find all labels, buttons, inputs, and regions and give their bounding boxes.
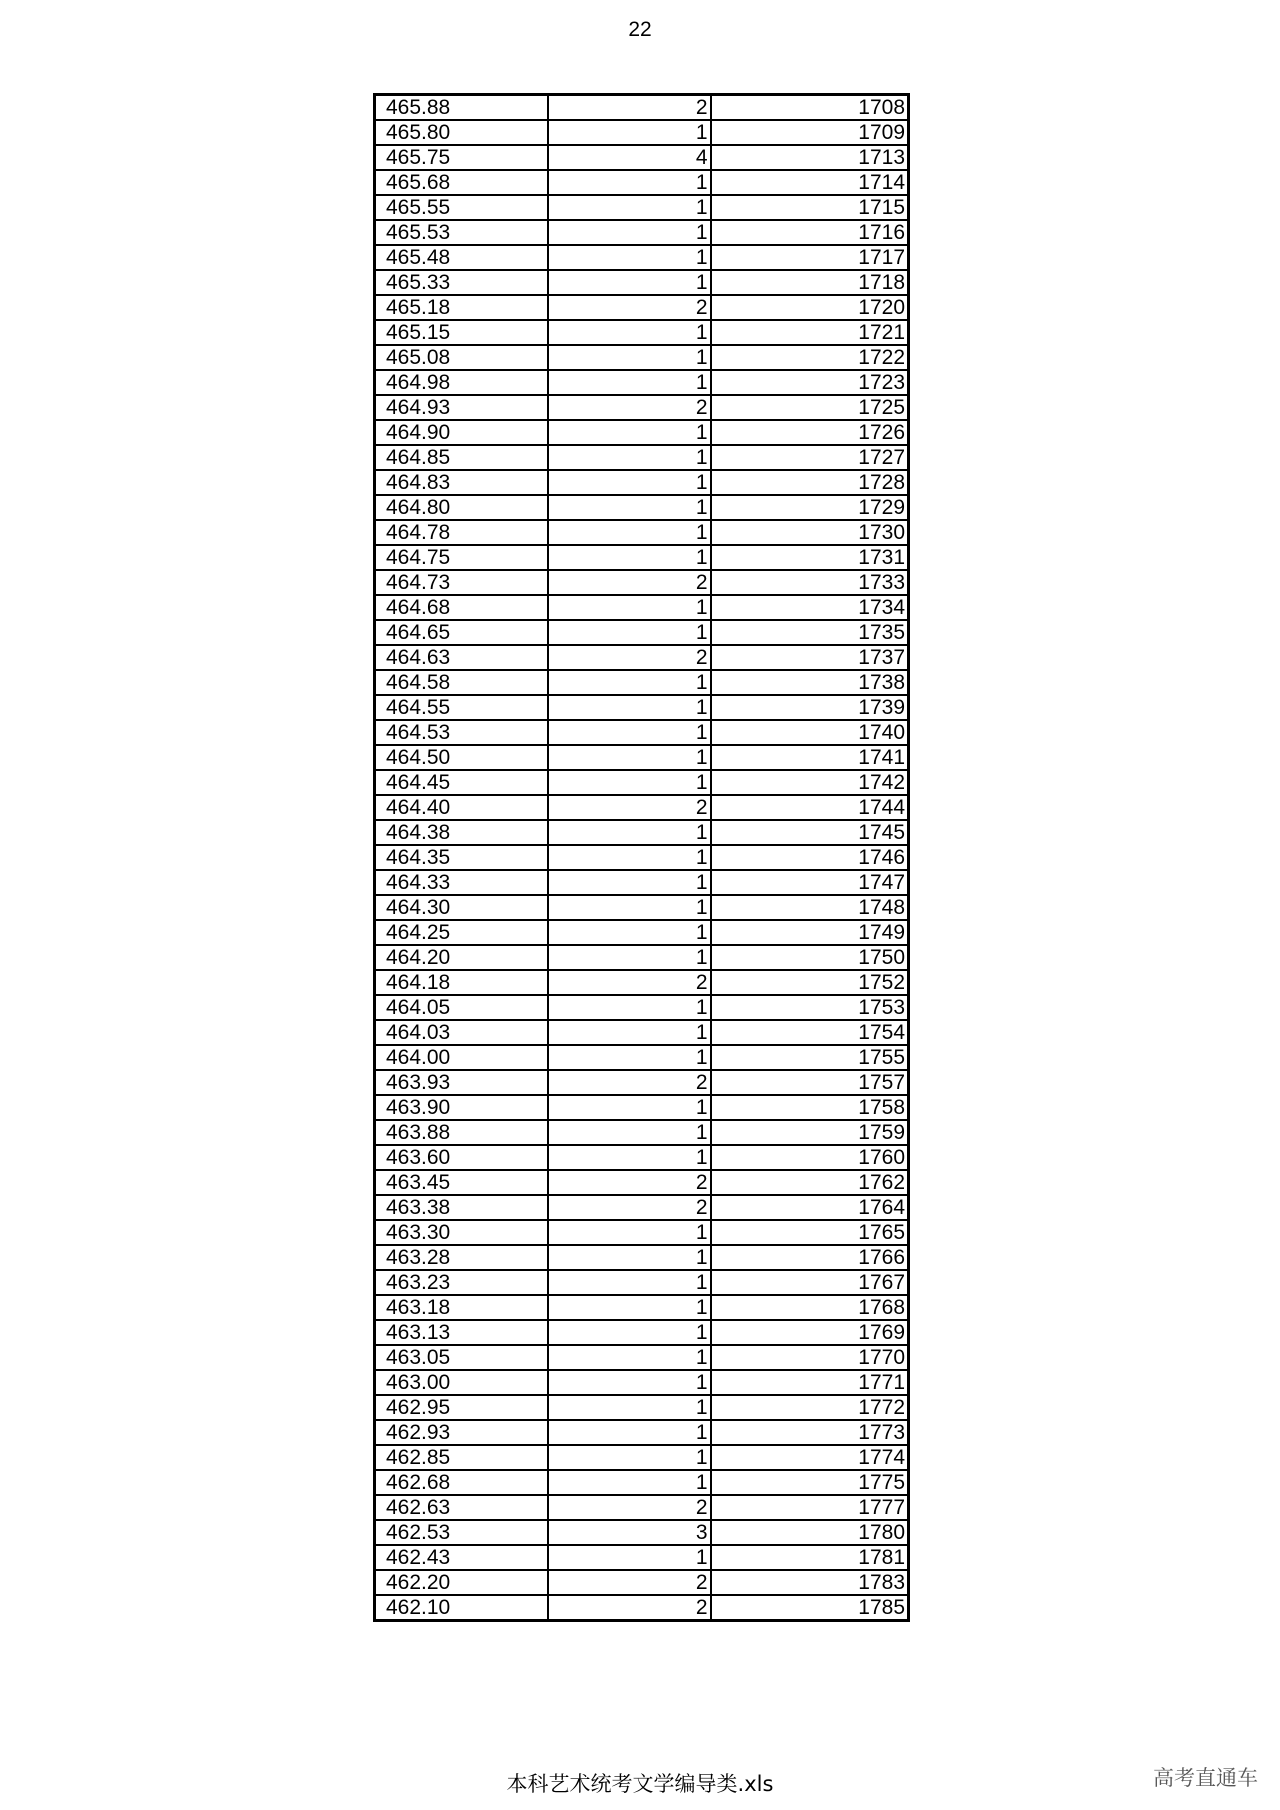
score-cell: 464.05: [375, 995, 548, 1020]
cumulative-count-cell: 1771: [711, 1370, 909, 1395]
score-cell: 464.83: [375, 470, 548, 495]
score-cell: 464.50: [375, 745, 548, 770]
cumulative-count-cell: 1741: [711, 745, 909, 770]
score-cell: 465.53: [375, 220, 548, 245]
table-row: [375, 295, 909, 320]
table-row: [375, 695, 909, 720]
cumulative-count-cell: 1754: [711, 1020, 909, 1045]
cumulative-count-cell: 1737: [711, 645, 909, 670]
score-cell: 465.88: [375, 95, 548, 121]
score-cell: 463.28: [375, 1245, 548, 1270]
watermark: 高考直通车: [1153, 1766, 1258, 1790]
count-cell: 1: [548, 370, 711, 395]
cumulative-count-cell: 1760: [711, 1145, 909, 1170]
score-cell: 463.23: [375, 1270, 548, 1295]
score-cell: 464.75: [375, 545, 548, 570]
cumulative-count-cell: 1715: [711, 195, 909, 220]
count-cell: 2: [548, 1570, 711, 1595]
table-row: [375, 595, 909, 620]
table-row: [375, 1045, 909, 1070]
table-row: [375, 345, 909, 370]
score-cell: 463.00: [375, 1370, 548, 1395]
table-row: [375, 820, 909, 845]
score-cell: 462.63: [375, 1495, 548, 1520]
cumulative-count-cell: 1755: [711, 1045, 909, 1070]
cumulative-count-cell: 1718: [711, 270, 909, 295]
count-cell: 1: [548, 720, 711, 745]
cumulative-count-cell: 1734: [711, 595, 909, 620]
count-cell: 4: [548, 145, 711, 170]
table-row: [375, 1270, 909, 1295]
count-cell: 2: [548, 1595, 711, 1621]
cumulative-count-cell: 1733: [711, 570, 909, 595]
table-row: [375, 1120, 909, 1145]
table-body: [375, 95, 909, 1621]
score-cell: 464.20: [375, 945, 548, 970]
table-row: [375, 845, 909, 870]
table-row: [375, 545, 909, 570]
count-cell: 2: [548, 295, 711, 320]
cumulative-count-cell: 1764: [711, 1195, 909, 1220]
count-cell: 1: [548, 1345, 711, 1370]
table-row: [375, 370, 909, 395]
score-cell: 462.95: [375, 1395, 548, 1420]
table-row: [375, 1570, 909, 1595]
count-cell: 2: [548, 1195, 711, 1220]
table-row: [375, 870, 909, 895]
count-cell: 1: [548, 470, 711, 495]
table-row: [375, 995, 909, 1020]
table-row: [375, 270, 909, 295]
cumulative-count-cell: 1727: [711, 445, 909, 470]
count-cell: 1: [548, 220, 711, 245]
table-row: [375, 95, 909, 121]
score-cell: 464.40: [375, 795, 548, 820]
table-row: [375, 170, 909, 195]
cumulative-count-cell: 1773: [711, 1420, 909, 1445]
table-row: [375, 1420, 909, 1445]
score-cell: 465.18: [375, 295, 548, 320]
cumulative-count-cell: 1774: [711, 1445, 909, 1470]
score-cell: 464.93: [375, 395, 548, 420]
count-cell: 2: [548, 570, 711, 595]
count-cell: 3: [548, 1520, 711, 1545]
count-cell: 1: [548, 620, 711, 645]
count-cell: 1: [548, 1145, 711, 1170]
table-row: [375, 920, 909, 945]
table-row: [375, 1020, 909, 1045]
score-cell: 464.78: [375, 520, 548, 545]
cumulative-count-cell: 1752: [711, 970, 909, 995]
cumulative-count-cell: 1780: [711, 1520, 909, 1545]
score-cell: 463.38: [375, 1195, 548, 1220]
table-row: [375, 1495, 909, 1520]
table-row: [375, 1545, 909, 1570]
cumulative-count-cell: 1723: [711, 370, 909, 395]
cumulative-count-cell: 1708: [711, 95, 909, 121]
count-cell: 1: [548, 1420, 711, 1445]
score-table: [373, 93, 910, 1622]
score-cell: 462.20: [375, 1570, 548, 1595]
score-cell: 463.88: [375, 1120, 548, 1145]
count-cell: 1: [548, 920, 711, 945]
score-cell: 463.45: [375, 1170, 548, 1195]
table-row: [375, 1445, 909, 1470]
count-cell: 1: [548, 670, 711, 695]
cumulative-count-cell: 1744: [711, 795, 909, 820]
score-cell: 463.30: [375, 1220, 548, 1245]
score-cell: 464.53: [375, 720, 548, 745]
count-cell: 1: [548, 595, 711, 620]
count-cell: 1: [548, 1370, 711, 1395]
cumulative-count-cell: 1767: [711, 1270, 909, 1295]
count-cell: 1: [548, 170, 711, 195]
count-cell: 1: [548, 895, 711, 920]
score-cell: 464.55: [375, 695, 548, 720]
count-cell: 2: [548, 1170, 711, 1195]
score-cell: 465.80: [375, 120, 548, 145]
table-row: [375, 745, 909, 770]
count-cell: 1: [548, 320, 711, 345]
score-cell: 464.30: [375, 895, 548, 920]
count-cell: 2: [548, 1070, 711, 1095]
cumulative-count-cell: 1783: [711, 1570, 909, 1595]
count-cell: 1: [548, 195, 711, 220]
count-cell: 1: [548, 745, 711, 770]
cumulative-count-cell: 1739: [711, 695, 909, 720]
table-row: [375, 245, 909, 270]
cumulative-count-cell: 1725: [711, 395, 909, 420]
score-cell: 464.90: [375, 420, 548, 445]
table-row: [375, 420, 909, 445]
count-cell: 1: [548, 1220, 711, 1245]
count-cell: 2: [548, 1495, 711, 1520]
score-cell: 464.00: [375, 1045, 548, 1070]
cumulative-count-cell: 1758: [711, 1095, 909, 1120]
score-cell: 464.98: [375, 370, 548, 395]
score-cell: 464.80: [375, 495, 548, 520]
score-cell: 465.08: [375, 345, 548, 370]
count-cell: 1: [548, 445, 711, 470]
cumulative-count-cell: 1726: [711, 420, 909, 445]
score-cell: 464.38: [375, 820, 548, 845]
cumulative-count-cell: 1728: [711, 470, 909, 495]
count-cell: 1: [548, 1470, 711, 1495]
count-cell: 1: [548, 1245, 711, 1270]
cumulative-count-cell: 1748: [711, 895, 909, 920]
cumulative-count-cell: 1781: [711, 1545, 909, 1570]
count-cell: 1: [548, 845, 711, 870]
count-cell: 1: [548, 995, 711, 1020]
table-row: [375, 1295, 909, 1320]
score-cell: 463.60: [375, 1145, 548, 1170]
table-row: [375, 1095, 909, 1120]
count-cell: 1: [548, 495, 711, 520]
cumulative-count-cell: 1747: [711, 870, 909, 895]
score-cell: 465.48: [375, 245, 548, 270]
table-row: [375, 1470, 909, 1495]
cumulative-count-cell: 1713: [711, 145, 909, 170]
table-row: [375, 970, 909, 995]
count-cell: 1: [548, 270, 711, 295]
cumulative-count-cell: 1777: [711, 1495, 909, 1520]
cumulative-count-cell: 1714: [711, 170, 909, 195]
cumulative-count-cell: 1759: [711, 1120, 909, 1145]
table-row: [375, 120, 909, 145]
score-cell: 463.18: [375, 1295, 548, 1320]
table-row: [375, 495, 909, 520]
score-cell: 462.93: [375, 1420, 548, 1445]
table-row: [375, 470, 909, 495]
score-cell: 465.15: [375, 320, 548, 345]
table-row: [375, 220, 909, 245]
count-cell: 1: [548, 1270, 711, 1295]
count-cell: 1: [548, 1120, 711, 1145]
count-cell: 2: [548, 95, 711, 121]
table-row: [375, 795, 909, 820]
score-cell: 465.75: [375, 145, 548, 170]
count-cell: 1: [548, 870, 711, 895]
cumulative-count-cell: 1746: [711, 845, 909, 870]
table-row: [375, 1345, 909, 1370]
table-row: [375, 1520, 909, 1545]
count-cell: 1: [548, 945, 711, 970]
table-row: [375, 445, 909, 470]
cumulative-count-cell: 1722: [711, 345, 909, 370]
count-cell: 1: [548, 1045, 711, 1070]
cumulative-count-cell: 1742: [711, 770, 909, 795]
score-cell: 462.85: [375, 1445, 548, 1470]
cumulative-count-cell: 1762: [711, 1170, 909, 1195]
table-row: [375, 570, 909, 595]
score-cell: 464.63: [375, 645, 548, 670]
cumulative-count-cell: 1772: [711, 1395, 909, 1420]
count-cell: 1: [548, 770, 711, 795]
score-cell: 463.05: [375, 1345, 548, 1370]
count-cell: 1: [548, 545, 711, 570]
count-cell: 1: [548, 1295, 711, 1320]
score-cell: 464.33: [375, 870, 548, 895]
count-cell: 1: [548, 245, 711, 270]
table-row: [375, 1395, 909, 1420]
count-cell: 1: [548, 1545, 711, 1570]
count-cell: 2: [548, 970, 711, 995]
table-row: [375, 1245, 909, 1270]
score-cell: 464.35: [375, 845, 548, 870]
count-cell: 2: [548, 395, 711, 420]
cumulative-count-cell: 1749: [711, 920, 909, 945]
cumulative-count-cell: 1735: [711, 620, 909, 645]
cumulative-count-cell: 1730: [711, 520, 909, 545]
cumulative-count-cell: 1750: [711, 945, 909, 970]
table-row: [375, 320, 909, 345]
score-cell: 464.68: [375, 595, 548, 620]
table-row: [375, 1370, 909, 1395]
cumulative-count-cell: 1709: [711, 120, 909, 145]
cumulative-count-cell: 1721: [711, 320, 909, 345]
cumulative-count-cell: 1769: [711, 1320, 909, 1345]
table-row: [375, 1195, 909, 1220]
cumulative-count-cell: 1731: [711, 545, 909, 570]
count-cell: 2: [548, 645, 711, 670]
cumulative-count-cell: 1768: [711, 1295, 909, 1320]
cumulative-count-cell: 1745: [711, 820, 909, 845]
table-row: [375, 645, 909, 670]
footer-filename: 本科艺术统考文学编导类.xls: [506, 1772, 774, 1796]
score-cell: 464.18: [375, 970, 548, 995]
table-row: [375, 945, 909, 970]
score-cell: 462.53: [375, 1520, 548, 1545]
cumulative-count-cell: 1766: [711, 1245, 909, 1270]
cumulative-count-cell: 1775: [711, 1470, 909, 1495]
count-cell: 1: [548, 1395, 711, 1420]
count-cell: 1: [548, 695, 711, 720]
count-cell: 2: [548, 795, 711, 820]
score-cell: 463.93: [375, 1070, 548, 1095]
cumulative-count-cell: 1716: [711, 220, 909, 245]
score-cell: 464.25: [375, 920, 548, 945]
score-cell: 462.43: [375, 1545, 548, 1570]
count-cell: 1: [548, 1320, 711, 1345]
score-cell: 464.58: [375, 670, 548, 695]
count-cell: 1: [548, 420, 711, 445]
count-cell: 1: [548, 520, 711, 545]
table-row: [375, 770, 909, 795]
table-row: [375, 395, 909, 420]
count-cell: 1: [548, 1020, 711, 1045]
table-row: [375, 1220, 909, 1245]
cumulative-count-cell: 1738: [711, 670, 909, 695]
score-cell: 465.55: [375, 195, 548, 220]
score-cell: 463.90: [375, 1095, 548, 1120]
table-row: [375, 1170, 909, 1195]
table-row: [375, 520, 909, 545]
table-row: [375, 1070, 909, 1095]
cumulative-count-cell: 1717: [711, 245, 909, 270]
table-row: [375, 895, 909, 920]
score-cell: 462.68: [375, 1470, 548, 1495]
table-row: [375, 720, 909, 745]
score-cell: 464.45: [375, 770, 548, 795]
table-row: [375, 670, 909, 695]
count-cell: 1: [548, 1445, 711, 1470]
count-cell: 1: [548, 1095, 711, 1120]
cumulative-count-cell: 1785: [711, 1595, 909, 1621]
table-row: [375, 145, 909, 170]
cumulative-count-cell: 1753: [711, 995, 909, 1020]
table-row: [375, 1320, 909, 1345]
count-cell: 1: [548, 820, 711, 845]
page-number: 22: [628, 18, 652, 41]
table-row: [375, 195, 909, 220]
table-row: [375, 1595, 909, 1621]
cumulative-count-cell: 1740: [711, 720, 909, 745]
score-cell: 464.03: [375, 1020, 548, 1045]
score-cell: 463.13: [375, 1320, 548, 1345]
table-row: [375, 620, 909, 645]
cumulative-count-cell: 1765: [711, 1220, 909, 1245]
cumulative-count-cell: 1757: [711, 1070, 909, 1095]
score-cell: 464.65: [375, 620, 548, 645]
cumulative-count-cell: 1770: [711, 1345, 909, 1370]
score-cell: 464.73: [375, 570, 548, 595]
count-cell: 1: [548, 120, 711, 145]
score-cell: 465.68: [375, 170, 548, 195]
cumulative-count-cell: 1720: [711, 295, 909, 320]
cumulative-count-cell: 1729: [711, 495, 909, 520]
table-row: [375, 1145, 909, 1170]
score-cell: 464.85: [375, 445, 548, 470]
count-cell: 1: [548, 345, 711, 370]
score-cell: 465.33: [375, 270, 548, 295]
score-cell: 462.10: [375, 1595, 548, 1621]
